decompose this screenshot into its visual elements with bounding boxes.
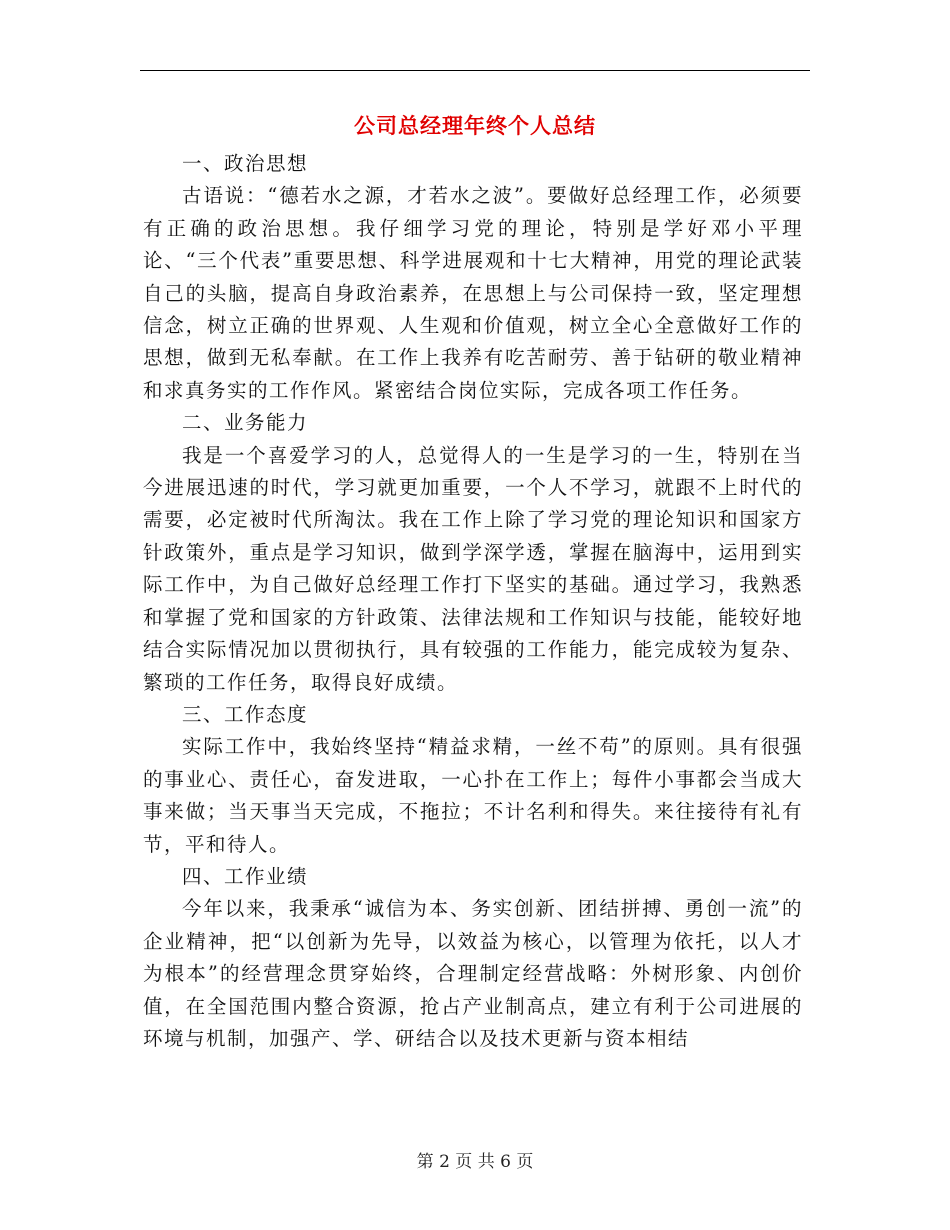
section-heading-attitude: 三、工作态度 <box>182 702 309 726</box>
header-rule <box>140 70 810 71</box>
page-number: 第 2 页 共 6 页 <box>416 1152 534 1172</box>
paragraph-attitude: 实际工作中，我始终坚持“精益求精，一丝不苟”的原则。具有很强的事业心、责任心，奋发进取，一心扑在工作上；每件小事都会当成大事来做；当天事当天完成，不拖拉；不计名利和得失。来往接待有礼有节，平和待人。 <box>143 735 803 856</box>
section-heading-politics: 一、政治思想 <box>182 152 309 175</box>
document-title: 公司总经理年终个人总结 <box>354 113 596 138</box>
paragraph-achievements: 今年以来，我秉承“诚信为本、务实创新、团结拼搏、勇创一流”的企业精神，把“以创新为先导，以效益为核心，以管理为依托，以人才为根本”的经营理念贯穿始终，合理制定经营战略：外树形象、内创价值，在全国范围内整合资源，抢占产业制高点，建立有利于公司进展的环境与机制，加强产、学、研结合以及技术更新与资本相结 <box>143 897 803 1050</box>
paragraph-ability: 我是一个喜爱学习的人，总觉得人的一生是学习的一生，特别在当今进展迅速的时代，学习就更加重要，一个人不学习，就跟不上时代的需要，必定被时代所淘汰。我在工作上除了学习党的理论知识和国家方针政策外，重点是学习知识，做到学深学透，掌握在脑海中，运用到实际工作中，为自己做好总经理工作打下坚实的基础。通过学习，我熟悉和掌握了党和国家的方针政策、法律法规和工作知识与技能，能较好地结合实际情况加以贯彻执行，具有较强的工作能力，能完成较为复杂、繁琐的工作任务，取得良好成绩。 <box>143 443 803 694</box>
paragraph-politics: 古语说：“德若水之源，才若水之波”。要做好总经理工作，必须要有正确的政治思想。我仔细学习党的理论，特别是学好邓小平理论、“三个代表”重要思想、科学进展观和十七大精神，用党的理论武装自己的头脑，提高自身政治素养，在思想上与公司保持一致，坚定理想信念，树立正确的世界观、人生观和价值观，树立全心全意做好工作的思想，做到无私奉献。在工作上我养有吃苦耐劳、善于钻研的敬业精神和求真务实的工作作风。紧密结合岗位实际，完成各项工作任务。 <box>143 184 803 402</box>
section-heading-achievements: 四、工作业绩 <box>182 864 309 888</box>
section-heading-ability: 二、业务能力 <box>182 411 309 435</box>
document-body <box>143 148 803 1055</box>
